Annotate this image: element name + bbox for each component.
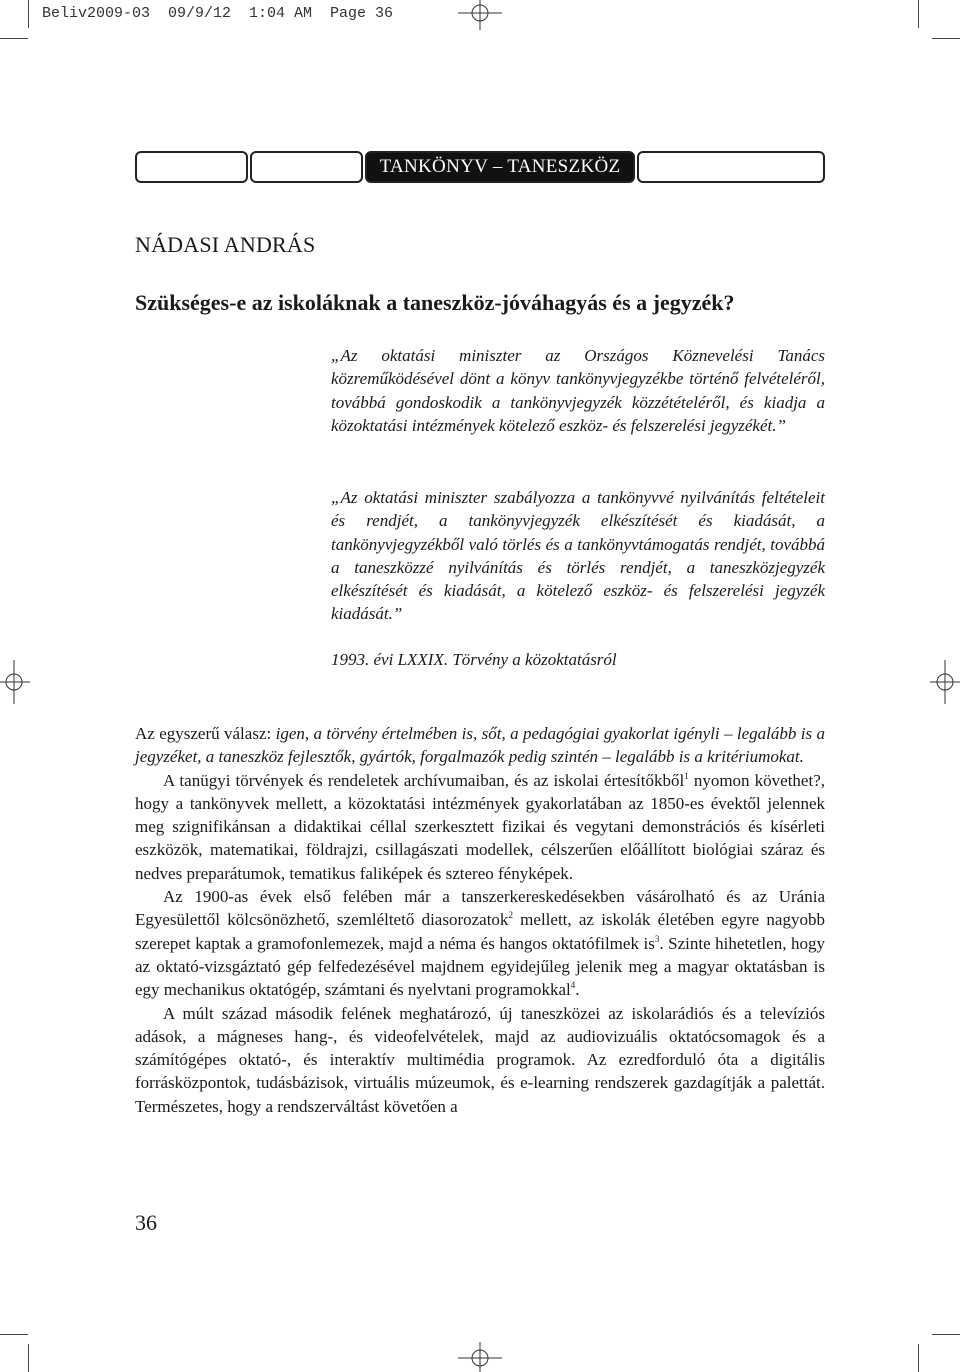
crop-mark-bottom-right-vertical bbox=[918, 1344, 919, 1372]
footnote-ref-1: 1 bbox=[684, 770, 689, 781]
registration-mark-bottom-icon bbox=[458, 1342, 502, 1372]
section-tab-active bbox=[365, 151, 635, 183]
crop-mark-top-right-vertical bbox=[918, 0, 919, 28]
body-paragraph-3 bbox=[135, 885, 825, 1001]
crop-mark-top-right-horizontal bbox=[932, 38, 960, 39]
body-paragraph-2 bbox=[135, 769, 825, 885]
crop-mark-top-left-vertical bbox=[28, 0, 29, 28]
page-number: 36 bbox=[135, 1210, 157, 1235]
paragraph-2-part-b: nyomon követhet?, hogy a tankönyvek mellett, a közoktatási intézmények gyakorlatában az 1850-es évektől jelennek meg szignifikánsan a didaktikai céllal szerkesztett fizikai és vegytani demonstrációs és kísérleti eszközök, matematikai, földrajzi, csillagászati modellek, célszerűen előállított biológiai száraz és nedves preparátumok, tematikus faliképek és sztereo fényképek. bbox=[135, 770, 825, 883]
section-tab-empty-1 bbox=[135, 151, 248, 183]
article-body bbox=[135, 722, 825, 1118]
epigraph-quote-1: „Az oktatási miniszter az Országos Köznevelési Tanács közreműködésével dönt a könyv tankönyvjegyzékbe történő felvételéről, továbbá gondoskodik a tankönyvjegyzék közzétételéről, és kiadja a közoktatási intézmények kötelező eszköz- és felszerelési jegyzékét.” bbox=[331, 346, 825, 435]
body-paragraph-1 bbox=[135, 722, 825, 769]
section-tab-empty-3 bbox=[637, 151, 825, 183]
paragraph-1-italic: igen, a törvény értelmében is, sőt, a pedagógiai gyakorlat igényli – legalább is a jegyzéket, a taneszköz fejlesztők, gyártók, forgalmazók pedig szintén – legalább is a kritériumokat. bbox=[135, 724, 825, 767]
footnote-ref-4: 4 bbox=[570, 980, 576, 991]
epigraph-source: 1993. évi LXXIX. Törvény a közoktatásról bbox=[331, 650, 617, 669]
paragraph-3-part-b: mellett, az iskolák életében egyre nagyobb szerepet kaptak a gramofonlemezek, majd a néma és hangos oktatófilmek is bbox=[135, 910, 825, 953]
article-author: NÁDASI ANDRÁS bbox=[135, 232, 316, 257]
epigraph-quote-2: „Az oktatási miniszter szabályozza a tankönyvvé nyilvánítás feltételeit és rendjét, a tankönyvjegyzék elkészítését és kiadását, a tankönyvjegyzékből való törlés és a tankönyvtámogatás rendjét, továbbá a taneszközzé nyilvánítás és törlés rendjét, a taneszközjegyzék elkészítését és kiadását, a kötelező eszköz- és felszerelési jegyzék kiadását.” bbox=[331, 488, 825, 624]
article-title: Szükséges-e az iskoláknak a taneszköz-jóváhagyás és a jegyzék? bbox=[135, 290, 735, 315]
section-tab-empty-2 bbox=[250, 151, 363, 183]
crop-mark-top-left-horizontal bbox=[0, 38, 28, 39]
paragraph-3-part-d: . bbox=[575, 980, 580, 1000]
crop-mark-bottom-left-vertical bbox=[28, 1344, 29, 1372]
print-slug: Beliv2009-03 09/9/12 1:04 AM Page 36 bbox=[42, 5, 394, 22]
body-paragraph-4: A múlt század második felének meghatározó, új taneszközei az iskolarádiós és a televíziós adások, a mágneses hang-, és videofelvételek, majd az audiovizuális oktatócsomagok és a számítógépes oktató-, és interaktív multimédia programok. Az ezredforduló óta a digitális forrásközpontok, tudásbázisok, virtuális múzeumok, és e-learning rendszerek gazdagítják a palettát. Természetes, hogy a rendszerváltást követően a bbox=[135, 1003, 825, 1116]
section-tab-label: TANKÖNYV – TANESZKÖZ bbox=[379, 156, 621, 177]
crop-mark-bottom-left-horizontal bbox=[0, 1334, 28, 1335]
paragraph-2-part-a: A tanügyi törvények és rendeletek archívumaiban, és az iskolai értesítőkből bbox=[163, 770, 685, 790]
registration-mark-left-icon bbox=[0, 660, 30, 704]
paragraph-3-part-a: Az 1900-as évek első felében már a tanszerkereskedésekben vásárolható és az Uránia Egyesülettől kölcsönözhető, szemléltető diasorozatok bbox=[135, 887, 825, 930]
paragraph-3-part-c: . Szinte hihetetlen, hogy az oktató-vizsgáztató gép felfedezésével majdnem egyidejűleg jelenik meg a magyar oktatásban is egy mechanikus oktatógép, számtani és nyelvtani programokkal bbox=[135, 933, 825, 1000]
paragraph-1-lead: Az egyszerű válasz: bbox=[135, 724, 276, 743]
registration-mark-right-icon bbox=[930, 660, 960, 704]
section-tab-bar bbox=[135, 151, 825, 187]
footnote-ref-3: 3 bbox=[654, 933, 660, 944]
registration-mark-top-icon bbox=[458, 0, 502, 30]
crop-mark-bottom-right-horizontal bbox=[932, 1334, 960, 1335]
footnote-ref-2: 2 bbox=[508, 910, 513, 921]
